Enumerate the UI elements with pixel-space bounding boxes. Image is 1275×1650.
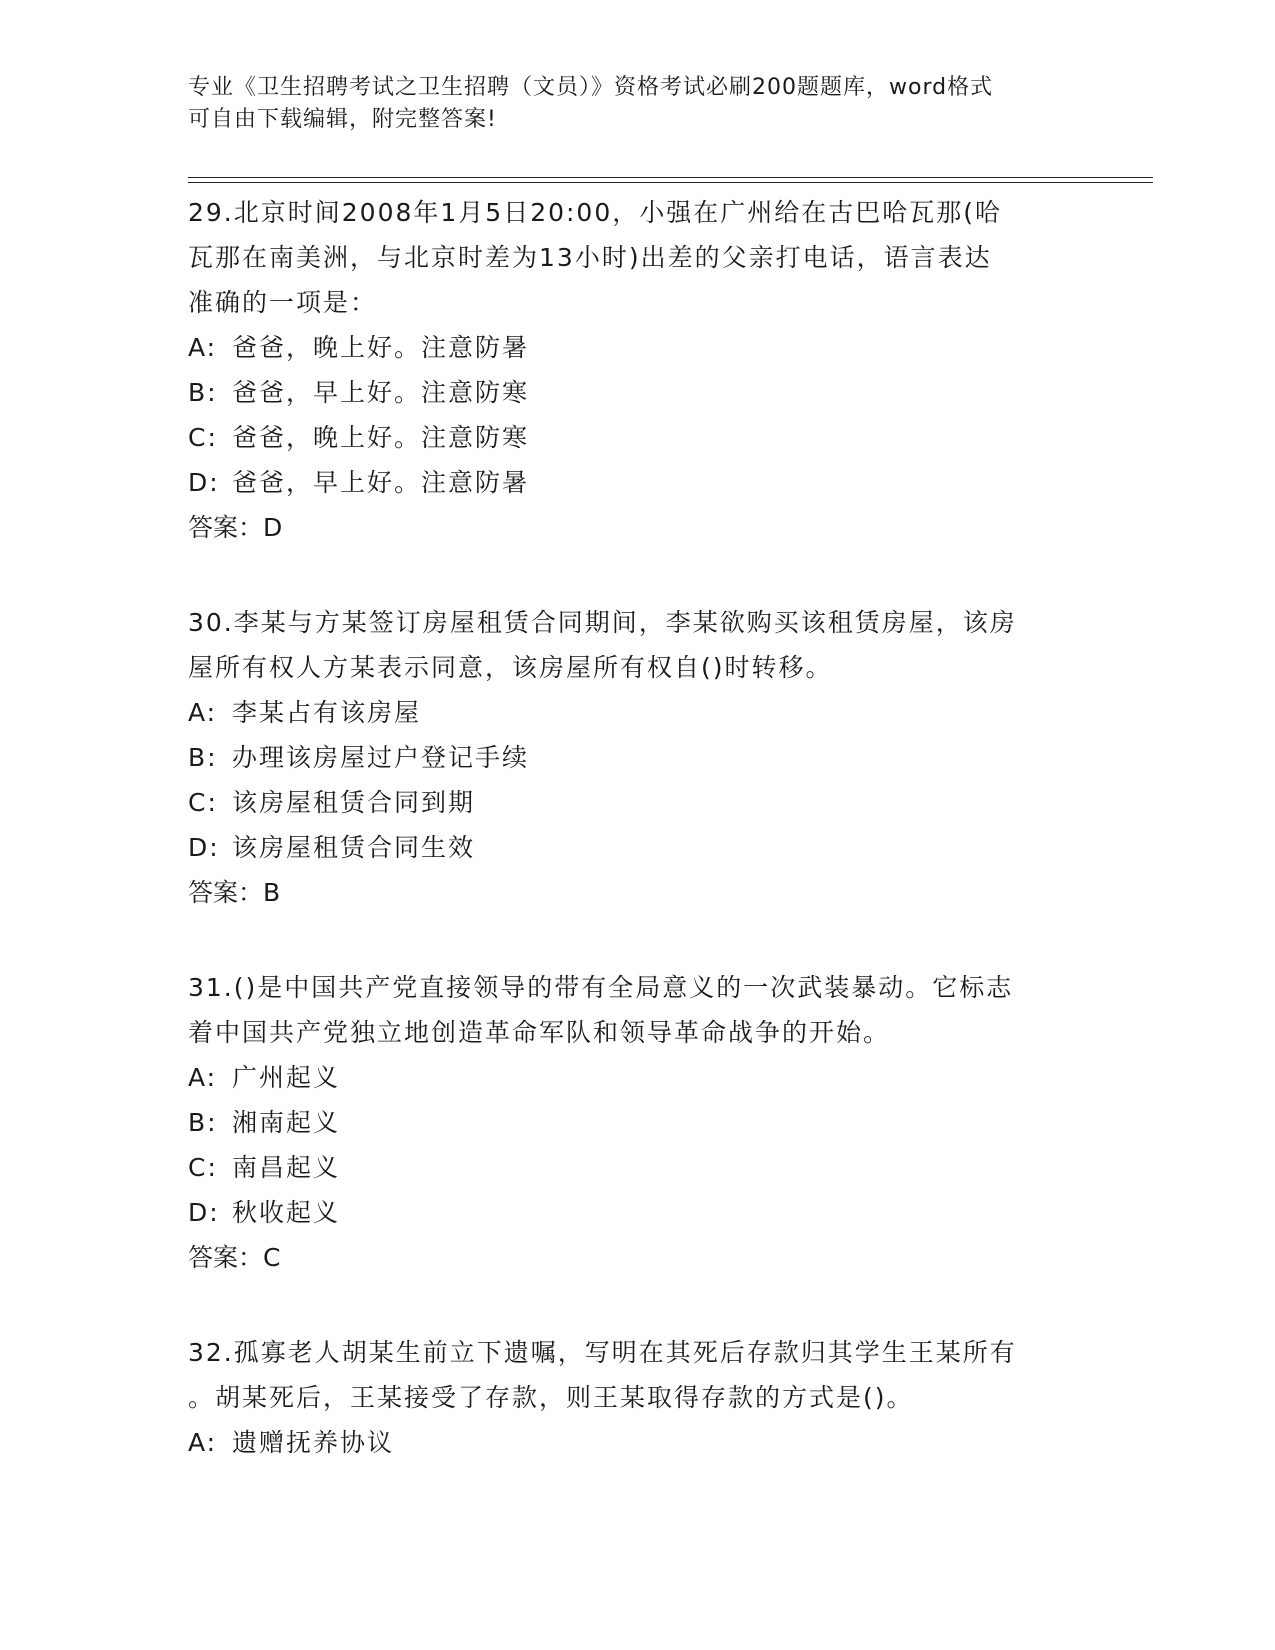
question-text-line: 31.()是中国共产党直接领导的带有全局意义的一次武装暴动。它标志 bbox=[188, 973, 1014, 1002]
option-text: 爸爸，早上好。注意防暑 bbox=[232, 468, 530, 497]
option-d bbox=[188, 460, 1068, 505]
option-text: 南昌起义 bbox=[232, 1153, 341, 1182]
option-text: 爸爸，晚上好。注意防寒 bbox=[232, 423, 530, 452]
option-a bbox=[188, 1055, 1068, 1100]
option-label: C: bbox=[188, 788, 218, 817]
question-block bbox=[188, 190, 1068, 550]
option-a bbox=[188, 690, 1068, 735]
option-b bbox=[188, 735, 1068, 780]
header-line-1: 专业《卫生招聘考试之卫生招聘（文员）》资格考试必刷200题题库，word格式 bbox=[188, 75, 994, 100]
answer-text: 答案：C bbox=[188, 1243, 281, 1272]
option-a bbox=[188, 1420, 1068, 1465]
question-text-line: 屋所有权人方某表示同意，该房屋所有权自()时转移。 bbox=[188, 653, 833, 682]
answer-text: 答案：B bbox=[188, 878, 281, 907]
option-c bbox=[188, 780, 1068, 825]
option-label: A: bbox=[188, 333, 218, 362]
option-label: A: bbox=[188, 1428, 218, 1457]
question-text-line: 。胡某死后，王某接受了存款，则王某取得存款的方式是()。 bbox=[188, 1383, 914, 1412]
question-text-line: 32.孤寡老人胡某生前立下遗嘱，写明在其死后存款归其学生王某所有 bbox=[188, 1338, 1017, 1367]
question-text-line: 瓦那在南美洲，与北京时差为13小时)出差的父亲打电话，语言表达 bbox=[188, 243, 992, 272]
option-label: D: bbox=[188, 1198, 220, 1227]
header-divider-top bbox=[188, 177, 1153, 178]
option-text: 李某占有该房屋 bbox=[232, 698, 422, 727]
option-text: 该房屋租赁合同到期 bbox=[232, 788, 476, 817]
option-label: A: bbox=[188, 698, 218, 727]
option-text: 该房屋租赁合同生效 bbox=[232, 833, 476, 862]
option-label: C: bbox=[188, 423, 218, 452]
option-a bbox=[188, 325, 1068, 370]
option-text: 爸爸，早上好。注意防寒 bbox=[232, 378, 530, 407]
option-label: B: bbox=[188, 378, 218, 407]
option-d bbox=[188, 825, 1068, 870]
question-text-line: 着中国共产党独立地创造革命军队和领导革命战争的开始。 bbox=[188, 1018, 891, 1047]
option-label: B: bbox=[188, 743, 218, 772]
header-line-2: 可自由下载编辑，附完整答案! bbox=[188, 107, 497, 132]
question-list bbox=[188, 190, 1068, 1515]
option-text: 办理该房屋过户登记手续 bbox=[232, 743, 530, 772]
header-divider-bottom bbox=[188, 182, 1153, 183]
question-text-line: 准确的一项是： bbox=[188, 288, 378, 317]
option-label: A: bbox=[188, 1063, 218, 1092]
option-text: 湘南起义 bbox=[232, 1108, 341, 1137]
option-label: D: bbox=[188, 468, 220, 497]
option-text: 秋收起义 bbox=[232, 1198, 341, 1227]
option-b bbox=[188, 370, 1068, 415]
document-header bbox=[188, 72, 1068, 136]
option-label: D: bbox=[188, 833, 220, 862]
option-text: 广州起义 bbox=[232, 1063, 341, 1092]
question-text-line: 29.北京时间2008年1月5日20:00，小强在广州给在古巴哈瓦那(哈 bbox=[188, 198, 1002, 227]
option-c bbox=[188, 1145, 1068, 1190]
option-label: B: bbox=[188, 1108, 218, 1137]
option-label: C: bbox=[188, 1153, 218, 1182]
option-text: 遗赠抚养协议 bbox=[232, 1428, 395, 1457]
answer-text: 答案：D bbox=[188, 513, 283, 542]
question-block bbox=[188, 600, 1068, 915]
option-b bbox=[188, 1100, 1068, 1145]
question-block bbox=[188, 965, 1068, 1280]
option-d bbox=[188, 1190, 1068, 1235]
option-text: 爸爸，晚上好。注意防暑 bbox=[232, 333, 530, 362]
question-text-line: 30.李某与方某签订房屋租赁合同期间，李某欲购买该租赁房屋，该房 bbox=[188, 608, 1017, 637]
question-block bbox=[188, 1330, 1068, 1465]
option-c bbox=[188, 415, 1068, 460]
